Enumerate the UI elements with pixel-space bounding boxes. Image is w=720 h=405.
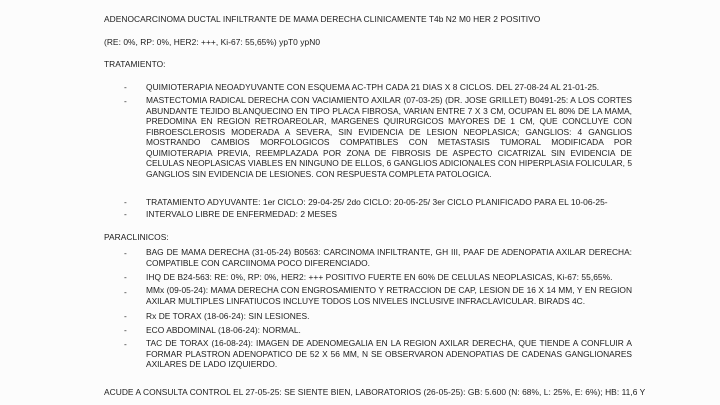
consult-note: ACUDE A CONSULTA CONTROL EL 27-05-25: SE SIENTE BIEN, LABORATORIOS (26-05-25): GB: 5.600 (N: 68%, L: 25%, E: 6%); HB: 11,6 Y xyxy=(104,387,646,397)
paraclinic-item-xray: Rx DE TORAX (18-06-24): SIN LESIONES. xyxy=(146,311,310,321)
receptor-status: (RE: 0%, RP: 0%, HER2: +++, Ki-67: 55,65%) ypT0 ypN0 xyxy=(104,37,321,47)
bullet-marker: - xyxy=(124,311,127,321)
bullet-marker: - xyxy=(124,325,127,335)
paraclinic-item-ihq: IHQ DE B24-563: RE: 0%, RP: 0%, HER2: +++ POSITIVO FUERTE EN 60% DE CELULAS NEOPLASICAS, Ki-67: 55,65%. xyxy=(146,272,613,282)
paraclinic-item-ultrasound: ECO ABDOMINAL (18-06-24): NORMAL. xyxy=(146,325,301,335)
treatment-item-chemo: QUIMIOTERAPIA NEOADYUVANTE CON ESQUEMA AC-TPH CADA 21 DIAS X 8 CICLOS. DEL 27-08-24 AL 21-01-25. xyxy=(146,82,600,92)
bullet-marker: - xyxy=(124,339,127,349)
paraclinic-item-ct-scan: TAC DE TORAX (16-08-24): IMAGEN DE ADENOMEGALIA EN LA REGION AXILAR DERECHA, QUE TIENDE A CONFLUIR A FORMAR PLASTRON ADENOPATICO DE 52 X 56 MM, N SE OBSERVARON ADENOPATIAS DE CADENAS GANGLIONARES AXILARES DE LADO IZQUIERDO. xyxy=(146,338,632,369)
bullet-marker: - xyxy=(124,197,127,207)
treatment-item-interval: INTERVALO LIBRE DE ENFERMEDAD: 2 MESES xyxy=(146,209,338,219)
bullet-marker: - xyxy=(124,272,127,282)
diagnosis-title: ADENOCARCINOMA DUCTAL INFILTRANTE DE MAMA DERECHA CLINICAMENTE T4b N2 M0 HER 2 POSITIVO xyxy=(104,14,541,24)
treatment-item-adjuvant: TRATAMIENTO ADYUVANTE: 1er CICLO: 29-04-25/ 2do CICLO: 20-05-25/ 3er CICLO PLANIFICADO PARA EL 10-06-25- xyxy=(146,197,608,207)
bullet-marker: - xyxy=(124,82,127,92)
paraclinics-heading: PARACLINICOS: xyxy=(104,232,169,242)
treatment-item-mastectomy: MASTECTOMIA RADICAL DERECHA CON VACIAMIENTO AXILAR (07-03-25) (DR. JOSE GRILLET) B0491-25: A LOS CORTES ABUNDANTE TEJIDO BLANQUECINO EN TIPO PLACA FIBROSA, VARIAN ENTRE 7 X 3 CM, OCUPAN EL 80% DE LA MAMA, PREDOMINA EN REGION RETROAREOLAR, MARGENES QUIRURGICOS MAYORES DE 1 CM, QUE CONCLUYE CON FIBROESCLEROSIS MODERADA A SEVERA, SIN EVIDENCIA DE LESION NEOPLASICA; GANGLIOS: 4 GANGLIOS MOSTRANDO CAMBIOS MORFOLOGICOS COMPATIBLES CON METASTASIS TUMORAL MODIFICADA POR QUIMIOTERAPIA PREVIA, REEMPLAZADA POR ZONA DE FIBROSIS DE ASPECTO CICATRIZAL SIN EVIDENCIA DE CELULAS NEOPLASICAS VIABLES EN NINGUNO DE ELLOS, 6 GANGLIOS ADICIONALES CON HIPERPLASIA FOLICULAR, 5 GANGLIOS SIN EVIDENCIA DE LESIONES. CON RESPUESTA COMPLETA PATOLOGICA. xyxy=(146,95,632,179)
bullet-marker: - xyxy=(124,287,127,297)
treatment-heading: TRATAMIENTO: xyxy=(104,59,166,69)
paraclinic-item-biopsy: BAG DE MAMA DERECHA (31-05-24) B0563: CARCINOMA INFILTRANTE, GH III, PAAF DE ADENOPATIA AXILAR DERECHA: COMPATIBLE CON CARCIINOMA POCO DIFERENCIADO. xyxy=(146,247,632,268)
paraclinic-item-mammography: MMx (09-05-24): MAMA DERECHA CON ENGROSAMIENTO Y RETRACCION DE CAP, LESION DE 16 X 14 MM, Y EN REGION AXILAR MULTIPLES LINFATIUCOS INCLUYE TODOS LOS NIVELES INCLUSIVE INFRACLAVICULAR. BIRADS 4C. xyxy=(146,285,632,306)
bullet-marker: - xyxy=(124,209,127,219)
bullet-marker: - xyxy=(124,96,127,106)
bullet-marker: - xyxy=(124,248,127,258)
